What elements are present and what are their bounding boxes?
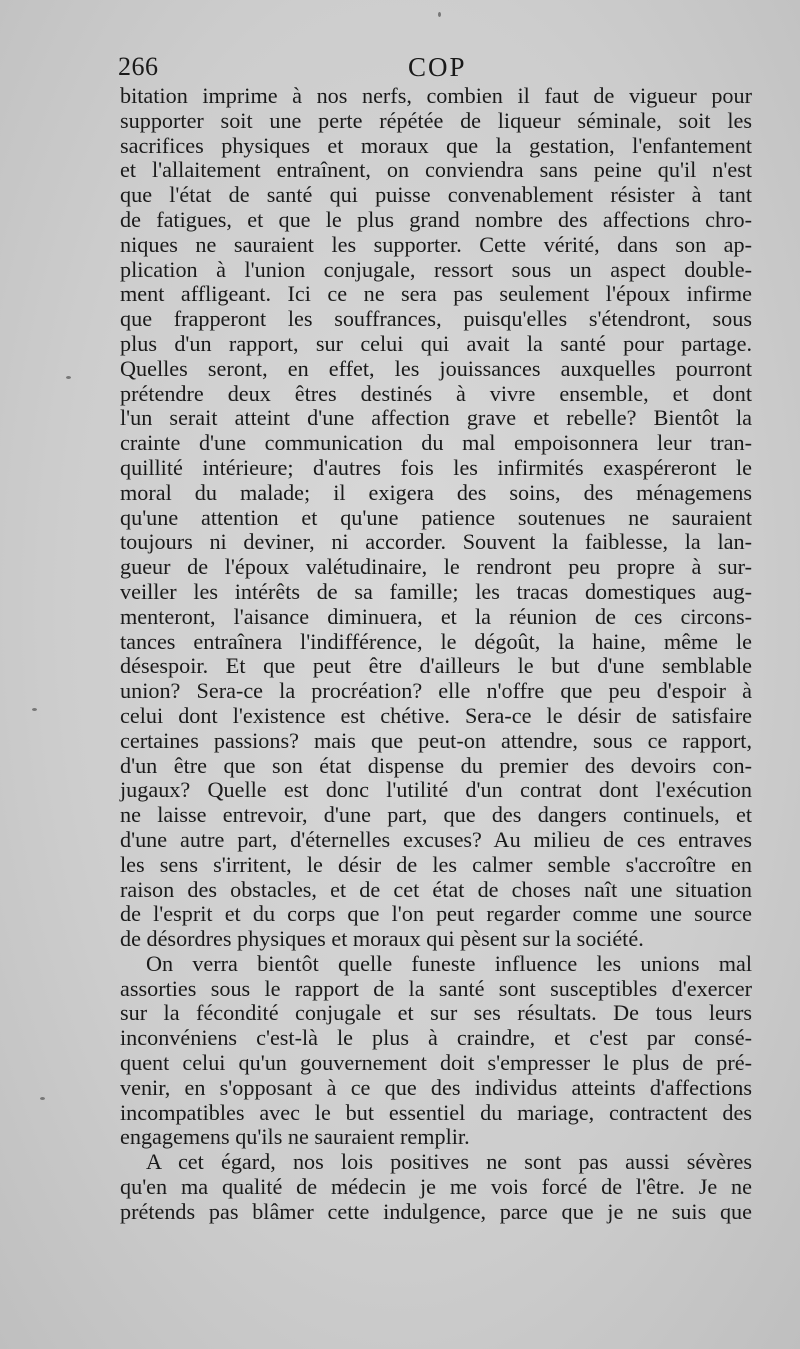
text-line: quent celui qu'un gouvernement doit s'empresser le plus de pré- bbox=[120, 1050, 752, 1076]
text-line: assorties sous le rapport de la santé sont susceptibles d'exercer bbox=[120, 975, 752, 1001]
text-line: menteront, l'aisance diminuera, et la réunion de ces circons- bbox=[120, 603, 752, 629]
text-line: ment affligeant. Ici ce ne sera pas seulement l'époux infirme bbox=[120, 281, 752, 307]
text-line: et l'allaitement entraînent, on conviendra sans peine qu'il n'est bbox=[120, 157, 752, 183]
text-line: qu'en ma qualité de médecin je me vois forcé de l'être. Je ne bbox=[120, 1174, 752, 1200]
text-line: de désordres physiques et moraux qui pèsent sur la société. bbox=[120, 926, 644, 952]
paragraph-3 bbox=[120, 1150, 752, 1224]
text-line: supporter soit une perte répétée de liqueur séminale, soit les bbox=[120, 107, 752, 133]
body-text bbox=[120, 84, 752, 1225]
text-line: venir, en s'opposant à ce que des individus atteints d'affections bbox=[120, 1074, 752, 1100]
text-line: les sens s'irritent, le désir de les calmer semble s'accroître en bbox=[120, 851, 752, 877]
text-line: qu'une attention et qu'une patience soutenues ne sauraient bbox=[120, 504, 752, 530]
text-line: niques ne sauraient les supporter. Cette vérité, dans son ap- bbox=[120, 231, 752, 257]
text-line: gueur de l'époux valétudinaire, le rendront peu propre à sur- bbox=[120, 554, 752, 580]
text-line: quillité intérieure; d'autres fois les infirmités exaspéreront le bbox=[120, 454, 752, 480]
text-line: plus d'un rapport, sur celui qui avait la santé pour partage. bbox=[120, 330, 752, 356]
text-line: de l'esprit et du corps que l'on peut regarder comme une source bbox=[120, 901, 752, 927]
text-line: On verra bientôt quelle funeste influence les unions mal bbox=[146, 950, 752, 976]
text-line: union? Sera-ce la procréation? elle n'offre que peu d'espoir à bbox=[120, 678, 752, 704]
text-line: d'un être que son état dispense du premier des devoirs con- bbox=[120, 752, 752, 778]
text-line: crainte d'une communication du mal empoisonnera leur tran- bbox=[120, 430, 752, 456]
text-line: ne laisse entrevoir, d'une part, que des dangers continuels, et bbox=[120, 802, 752, 828]
text-line: plication à l'union conjugale, ressort sous un aspect double- bbox=[120, 256, 752, 282]
text-line: inconvéniens c'est-là le plus à craindre, et c'est par consé- bbox=[120, 1025, 752, 1051]
text-line: tances entraînera l'indifférence, le dégoût, la haine, même le bbox=[120, 628, 752, 654]
page-header bbox=[118, 50, 758, 84]
text-line: sacrifices physiques et moraux que la gestation, l'enfantement bbox=[120, 132, 752, 158]
paper-speck bbox=[66, 376, 71, 379]
running-head: COP bbox=[408, 52, 467, 82]
text-line: engagemens qu'ils ne sauraient remplir. bbox=[120, 1124, 470, 1150]
text-line: sur la fécondité conjugale et sur ses résultats. De tous leurs bbox=[120, 1000, 752, 1026]
text-line: veiller les intérêts de sa famille; les tracas domestiques aug- bbox=[120, 578, 752, 604]
paragraph-2 bbox=[120, 952, 752, 1150]
text-line: certaines passions? mais que peut-on attendre, sous ce rapport, bbox=[120, 727, 752, 753]
text-line: celui dont l'existence est chétive. Sera-ce le désir de satisfaire bbox=[120, 702, 752, 728]
text-line: désespoir. Et que peut être d'ailleurs le but d'une semblable bbox=[120, 653, 752, 679]
text-line: de fatigues, et que le plus grand nombre des affections chro- bbox=[120, 206, 752, 232]
paper-speck bbox=[32, 708, 37, 711]
text-line: incompatibles avec le but essentiel du mariage, contractent des bbox=[120, 1099, 752, 1125]
paper-speck bbox=[438, 12, 441, 17]
text-line: que frapperont les souffrances, puisqu'elles s'étendront, sous bbox=[120, 306, 752, 332]
text-line: jugaux? Quelle est donc l'utilité d'un contrat dont l'exécution bbox=[120, 777, 752, 803]
text-line: Quelles seront, en effet, les jouissances auxquelles pourront bbox=[120, 355, 752, 381]
paper-speck bbox=[40, 1097, 45, 1100]
text-line: prétends pas blâmer cette indulgence, parce que je ne suis que bbox=[120, 1198, 752, 1224]
text-line: A cet égard, nos lois positives ne sont pas aussi sévères bbox=[146, 1149, 752, 1175]
text-line: toujours ni deviner, ni accorder. Souvent la faiblesse, la lan- bbox=[120, 529, 752, 555]
text-line: que l'état de santé qui puisse convenablement résister à tant bbox=[120, 182, 752, 208]
text-line: d'une autre part, d'éternelles excuses? Au milieu de ces entraves bbox=[120, 826, 752, 852]
paragraph-1 bbox=[120, 84, 752, 952]
text-line: prétendre deux êtres destinés à vivre ensemble, et dont bbox=[120, 380, 752, 406]
text-line: l'un serait atteint d'une affection grave et rebelle? Bientôt la bbox=[120, 405, 752, 431]
text-line: moral du malade; il exigera des soins, des ménagemens bbox=[120, 479, 752, 505]
text-line: raison des obstacles, et de cet état de choses naît une situation bbox=[120, 876, 752, 902]
page-number: 266 bbox=[118, 52, 159, 81]
text-line: bitation imprime à nos nerfs, combien il faut de vigueur pour bbox=[120, 83, 752, 108]
